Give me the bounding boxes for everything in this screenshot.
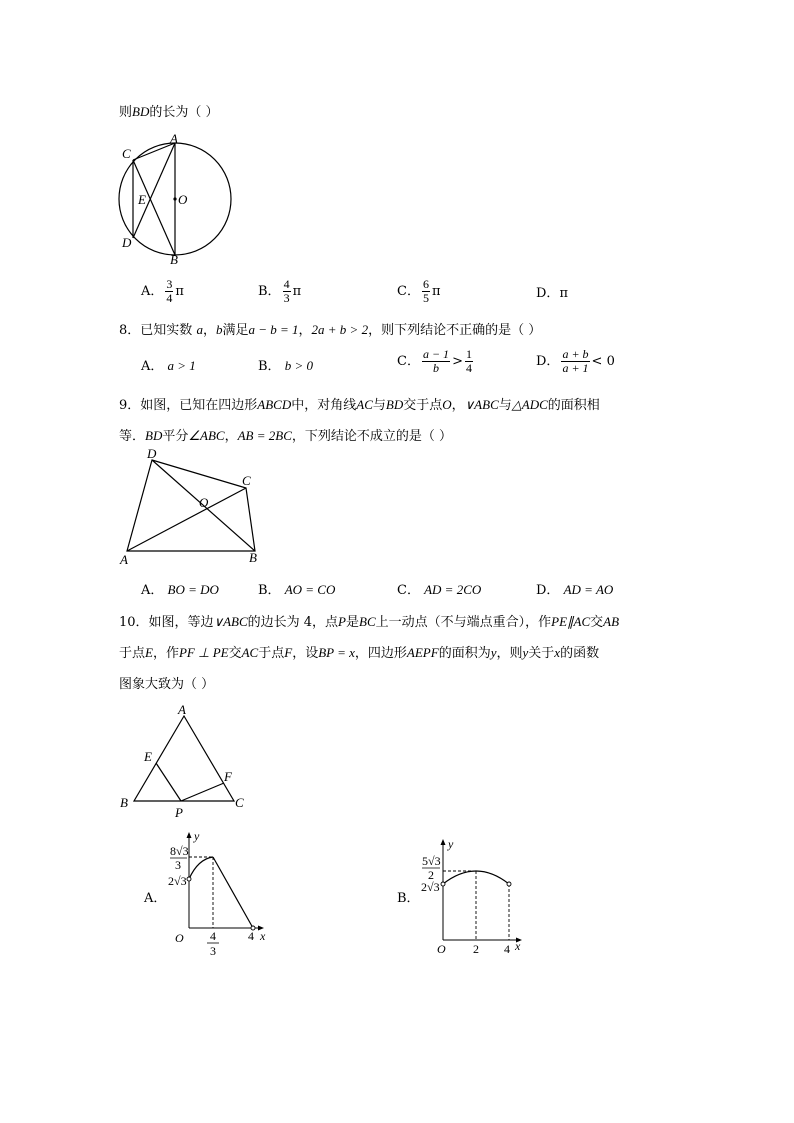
q10-graph-a[interactable]: [168, 830, 278, 960]
q7-circle-figure: [110, 130, 250, 265]
q10-stem-line2: 于点E，作PF ⊥ PE交AC于点F，设BP = x，四边形AEPF的面积为y，则y关于x的函数: [119, 645, 600, 661]
q10-graph-b[interactable]: [418, 836, 538, 956]
q10-graph-b-open-start: [441, 882, 445, 886]
q10-graph-b-y-label: y: [448, 837, 454, 851]
q9-label-d: D: [147, 446, 157, 461]
q7-label-o: O: [178, 192, 188, 207]
q10-graph-a-xtick-end: 4: [248, 929, 254, 943]
q10-graph-a-origin: O: [175, 931, 184, 945]
q10-graph-b-ytick-low: 2√3: [421, 880, 440, 894]
q9-label-c: C: [242, 473, 251, 488]
q7-label-d: D: [122, 235, 132, 250]
q10-graph-b-xtick-mid: 2: [473, 942, 479, 956]
q10-label-b: B: [120, 795, 128, 810]
q8-option-a[interactable]: A． a > 1: [141, 358, 196, 374]
q7-stem-prefix: 则: [119, 105, 133, 120]
q8-option-b[interactable]: B． b > 0: [258, 358, 313, 374]
q10-graph-a-curve-rising: [189, 857, 213, 879]
q10-segment-pf: [181, 783, 224, 801]
q10-graph-a-ytick-low: 2√3: [168, 874, 187, 888]
q10-stem-line1: 10．如图，等边∨ABC的边长为 4，点P是BC上一动点（不与端点重合），作PE∥AC交AB: [119, 614, 620, 630]
q10-label-c: C: [235, 795, 244, 810]
q10-graph-b-xtick-end: 4: [504, 942, 510, 956]
q9-option-b[interactable]: B． AO = CO: [258, 582, 336, 598]
q7-stem-suffix: 的长为（ ）: [149, 105, 219, 120]
q10-option-a[interactable]: A．: [144, 891, 167, 906]
q7-arc-bd: BD: [132, 104, 150, 119]
q10-graph-a-xtick-mid-num: 4: [210, 929, 216, 943]
q10-graph-a-ytick-top-num: 8√3: [170, 844, 189, 858]
q10-graph-b-ytick-top-num: 5√3: [422, 854, 441, 868]
q9-label-a: A: [120, 552, 128, 567]
q7-label-b: B: [170, 252, 178, 267]
q7-option-b[interactable]: B． $\frac{4}{3}$ π: [258, 277, 302, 305]
q10-graph-b-ytick-top-den: 2: [428, 868, 434, 882]
q9-quad-abcd: [127, 460, 255, 551]
q7-chord-cb: [133, 160, 175, 255]
q10-graph-b-y-arrow: [441, 839, 446, 845]
q10-graph-a-x-label: x: [260, 929, 266, 943]
q7-label-c: C: [122, 146, 131, 161]
q8-option-c[interactable]: C． $\frac{a - 1}{b}$ > $\frac{1}{4}$: [397, 347, 472, 375]
q9-stem-line2: 等．BD平分∠ABC，AB = 2BC，下列结论不成立的是（ ）: [119, 428, 453, 444]
q7-stem: [119, 104, 219, 121]
q10-label-e: E: [144, 749, 152, 764]
q8-stem: 8．已知实数 a，b满足a − b = 1，2a + b > 2，则下列结论不正确的是（ ）: [119, 322, 542, 338]
q10-segment-pe: [156, 763, 181, 801]
q10-triangle-figure: [115, 700, 255, 820]
q9-option-d[interactable]: D． AD = AO: [536, 582, 614, 598]
q9-diagonal-ac: [127, 488, 246, 551]
q10-stem-line3: 图象大致为（ ）: [119, 677, 215, 692]
q10-graph-b-x-label: x: [515, 939, 521, 953]
q9-option-a[interactable]: A． BO = DO: [141, 582, 219, 598]
q9-quadrilateral-figure: [115, 446, 275, 570]
q10-graph-a-y-label: y: [194, 829, 200, 843]
q10-graph-a-curve-falling: [213, 857, 253, 928]
q10-graph-a-xtick-mid-den: 3: [210, 944, 216, 958]
q7-option-c[interactable]: C． $\frac{6}{5}$ π: [397, 277, 441, 305]
q7-option-d[interactable]: D．π: [536, 286, 568, 301]
q10-label-p: P: [175, 805, 183, 820]
q7-option-a[interactable]: A． $\frac{3}{4}$ π: [141, 277, 184, 305]
q7-label-e: E: [138, 192, 146, 207]
q10-graph-a-y-arrow: [187, 832, 192, 838]
q9-option-c[interactable]: C． AD = 2CO: [397, 582, 482, 598]
q10-graph-a-open-start: [187, 877, 191, 881]
q10-graph-b-open-end: [507, 882, 511, 886]
q10-label-a: A: [178, 702, 186, 717]
q8-option-d[interactable]: D． $\frac{a + b}{a + 1}$ < 0: [536, 347, 615, 375]
q9-label-b: B: [249, 550, 257, 565]
q10-option-b[interactable]: B．: [397, 891, 420, 906]
q10-label-f: F: [224, 769, 232, 784]
q7-label-a: A: [170, 131, 178, 146]
q10-graph-a-ytick-top-den: 3: [175, 858, 181, 872]
q10-graph-b-origin: O: [437, 942, 446, 956]
q7-center-point: [173, 197, 176, 200]
q9-label-o: O: [199, 495, 209, 510]
q9-stem-line1: 9．如图，已知在四边形ABCD中，对角线AC与BD交于点O，∨ABC与△ADC的面积相: [119, 397, 600, 413]
